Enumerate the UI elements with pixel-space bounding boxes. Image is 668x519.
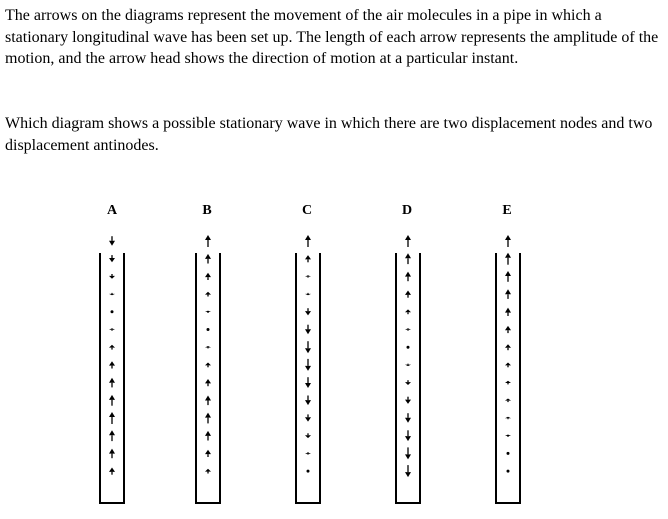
arrow-b-0-head	[205, 235, 211, 240]
arrow-e-11-head	[505, 435, 511, 436]
arrow-a-10-head	[109, 412, 115, 417]
arrow-e-0-head	[505, 235, 511, 240]
arrow-e-6-head	[505, 344, 511, 348]
option-d-label: D	[401, 203, 413, 218]
arrow-e-4-head	[505, 308, 511, 313]
molecule-e-12	[507, 452, 510, 455]
arrow-d-7-head	[405, 365, 411, 366]
arrow-d-12-head	[405, 454, 411, 459]
arrow-d-2-head	[405, 272, 411, 277]
arrow-b-9-head	[205, 396, 211, 401]
arrow-c-9-head	[305, 400, 311, 405]
arrow-a-3-head	[109, 294, 115, 295]
arrow-c-5-head	[305, 329, 311, 334]
arrow-e-9-head	[505, 399, 511, 401]
arrow-a-8-head	[109, 378, 115, 383]
arrow-b-2-head	[205, 273, 211, 277]
arrow-d-11-head	[405, 436, 411, 441]
arrow-a-12-head	[109, 449, 115, 454]
option-a-label: A	[106, 203, 118, 218]
arrow-c-8-head	[305, 383, 311, 388]
arrow-b-13-head	[205, 469, 211, 472]
arrow-b-3-head	[205, 292, 211, 295]
arrow-d-13-head	[405, 472, 411, 477]
option-b-label: B	[202, 203, 212, 218]
arrow-c-10-head	[305, 417, 311, 421]
arrow-e-8-head	[505, 381, 511, 383]
arrow-a-1-head	[109, 258, 115, 262]
arrow-c-6-head	[305, 348, 311, 353]
arrow-e-5-head	[505, 326, 511, 330]
arrow-c-7-head	[305, 366, 311, 371]
molecule-b-5	[207, 328, 210, 331]
question-paragraph-2: Which diagram shows a possible stationary wave in which there are two displacement nodes and two displacement antinodes.	[5, 115, 653, 154]
arrow-c-11-head	[305, 435, 311, 438]
arrow-d-1-head	[405, 253, 411, 258]
arrow-b-12-head	[205, 450, 211, 454]
question-paragraph-1: The arrows on the diagrams represent the movement of the air molecules in a pipe in which a stationary longitudinal wave has been set up. The length of each arrow represents the amplitude of the motion, and the arrow head shows the direction of motion at a particular instant.	[5, 7, 659, 67]
molecule-c-13	[307, 470, 310, 473]
arrow-b-10-head	[205, 413, 211, 418]
option-e-label: E	[502, 203, 512, 218]
arrow-b-7-head	[205, 363, 211, 366]
arrow-c-4-head	[305, 311, 311, 315]
arrow-c-2-head	[305, 275, 311, 276]
arrow-d-4-head	[405, 309, 411, 312]
arrow-e-1-head	[505, 253, 511, 258]
arrow-a-7-head	[109, 361, 115, 365]
arrow-c-12-head	[305, 453, 311, 454]
arrow-a-2-head	[109, 276, 115, 279]
molecule-a-4	[111, 310, 114, 313]
arrow-d-5-head	[405, 328, 411, 329]
arrow-e-7-head	[505, 363, 511, 366]
arrow-a-0-head	[109, 241, 115, 246]
arrow-a-13-head	[109, 468, 115, 472]
arrow-c-0-head	[305, 235, 311, 240]
option-c-label: C	[301, 203, 313, 218]
arrow-a-6-head	[109, 345, 115, 348]
arrow-e-3-head	[505, 289, 511, 294]
arrow-d-9-head	[405, 400, 411, 404]
arrow-d-0-head	[405, 235, 411, 240]
arrow-a-11-head	[109, 430, 115, 435]
arrow-a-5-head	[109, 328, 115, 329]
arrow-d-8-head	[405, 382, 411, 385]
arrow-b-6-head	[205, 346, 211, 347]
arrow-b-4-head	[205, 311, 211, 312]
arrow-d-10-head	[405, 418, 411, 423]
molecule-d-6	[407, 346, 410, 349]
molecule-e-13	[507, 470, 510, 473]
arrow-a-9-head	[109, 395, 115, 400]
arrow-b-8-head	[205, 379, 211, 383]
arrow-b-11-head	[205, 431, 211, 436]
arrow-c-1-head	[305, 255, 311, 259]
arrow-b-1-head	[205, 254, 211, 259]
arrow-c-3-head	[305, 294, 311, 295]
arrow-e-2-head	[505, 271, 511, 276]
arrow-e-10-head	[505, 417, 511, 418]
arrow-d-3-head	[405, 291, 411, 295]
